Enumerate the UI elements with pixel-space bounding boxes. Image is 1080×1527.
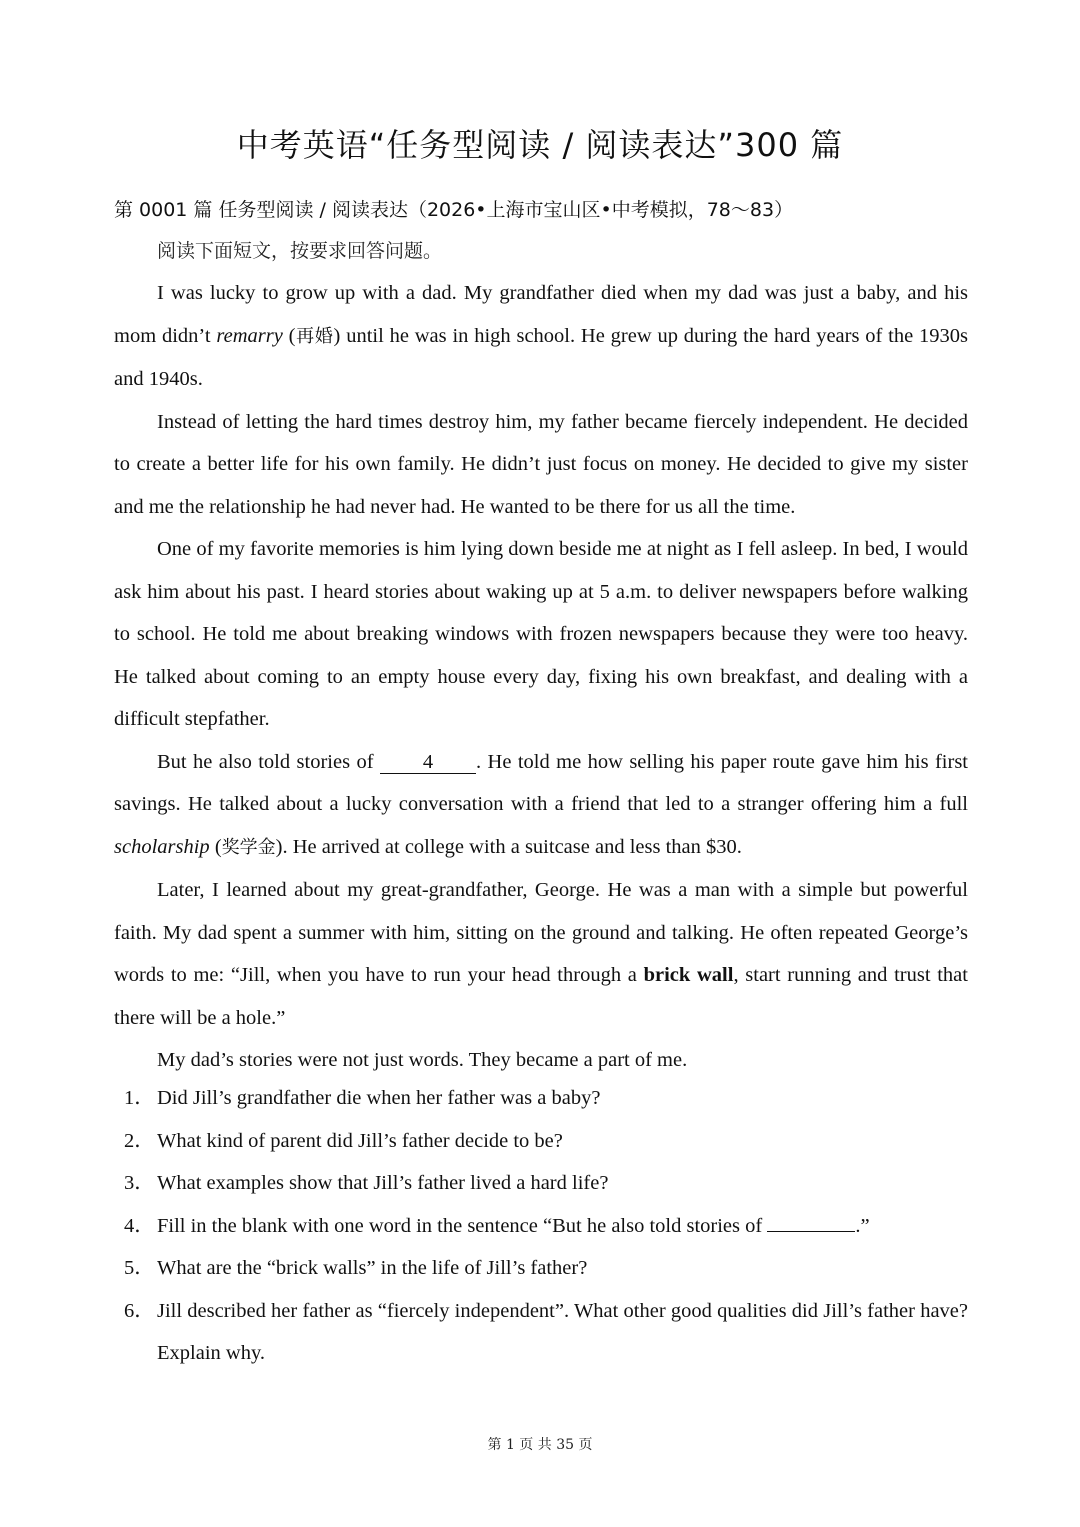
paragraph-2: Instead of letting the hard times destroy him, my father became fiercely independent. He decided to create a better life for his own family. He didn’t just focus on money. He decided to give my sister and me the relationship he had never had. He wanted to be there for us all the time. [114,410,968,518]
question-number: 5． [124,1257,155,1279]
question-number: 1． [124,1087,155,1109]
question-text: What kind of parent did Jill’s father decide to be? [157,1129,563,1152]
answer-blank [767,1209,855,1232]
question-item [114,1162,968,1205]
instruction-text: 阅读下面短文，按要求回答问题。 [157,240,443,262]
paragraph-1: I was lucky to grow up with a dad. My grandfather died when my dad was just a baby, and his mom didn’t remarry (再婚) until he was in high school. He grew up during the hard years of the 1930s and 1940s. [114,282,969,390]
question-item [114,1247,968,1290]
document-title: 中考英语“任务型阅读 / 阅读表达”300 篇 [236,126,844,164]
question-number: 6． [124,1299,155,1322]
question-item [114,1077,968,1120]
paragraph-3: One of my favorite memories is him lying down beside me at night as I fell asleep. In bed, I would ask him about his past. I heard stories about waking up at 5 a.m. to deliver newspapers before walking to school. He told me about breaking windows with frozen newspapers because they were too heavy. He talked about coming to an empty house every day, fixing his own breakfast, and dealing with a difficult stepfather. [114,538,968,730]
question-number: 4． [124,1214,155,1237]
question-item [114,1120,968,1163]
term-remarry: remarry [216,324,283,347]
gloss-remarry: 再婚 [295,325,334,347]
question-text: What are the “brick walls” in the life of Jill’s father? [157,1257,588,1279]
section-heading: 第 0001 篇 任务型阅读 / 阅读表达（2026•上海市宝山区•中考模拟，78～83） [114,199,794,221]
question-text: Jill described her father as “fiercely independent”. What other good qualities did Jill’s father have? Explain why. [157,1299,968,1364]
question-text: Did Jill’s grandfather die when her father was a baby? [157,1087,601,1109]
paragraph-4: But he also told stories of 4 . He told me how selling his paper route gave him his first savings. He talked about a lucky conversation with a friend that led to a stranger offering him a full scholarship (奖学金). He arrived at college with a suitcase and less than $30. [114,750,968,858]
term-scholarship: scholarship [114,835,210,858]
paragraph-5: Later, I learned about my great-grandfather, George. He was a man with a simple but powerful faith. My dad spent a summer with him, sitting on the ground and talking. He often repeated George’s words to me: “Jill, when you have to run your head through a brick wall, start running and trust that there will be a hole.” [114,879,968,1029]
reading-passage [114,272,968,1082]
gloss-scholarship: 奖学金 [221,836,276,858]
term-brick-wall: brick wall [643,964,734,986]
page-footer: 第 1 页 共 35 页 [487,1437,593,1453]
question-number: 3． [124,1172,155,1194]
question-text: Fill in the blank with one word in the sentence “But he also told stories of [157,1214,768,1237]
question-text: What examples show that Jill’s father lived a hard life? [157,1172,609,1194]
question-number: 2． [124,1129,155,1152]
blank-4: 4 [380,751,476,774]
question-item: 4． Fill in the blank with one word in the sentence “But he also told stories of .” [114,1205,968,1248]
paragraph-6: My dad’s stories were not just words. They became a part of me. [157,1049,688,1071]
question-item [114,1290,968,1375]
question-list [114,1077,968,1375]
